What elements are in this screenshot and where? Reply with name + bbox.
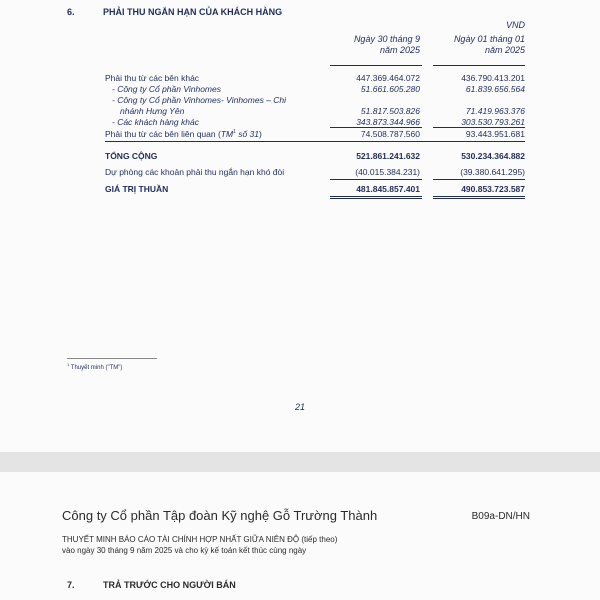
page-number: 21 (295, 402, 306, 412)
header-underline-col1 (330, 65, 422, 66)
section-title: PHẢI THU NGẮN HẠN CỦA KHÁCH HÀNG (103, 7, 283, 17)
column-header-sep-2025: Ngày 30 tháng 9 năm 2025 (353, 34, 420, 55)
header-underline-col2 (433, 65, 525, 66)
document-page-2 (0, 472, 600, 600)
table-row: - Công ty Cổ phần Vinhomes 51.661.605.280 61.839.656.564 (112, 84, 525, 94)
double-underline-col1 (330, 196, 422, 199)
section-number: 6. (67, 7, 75, 17)
section-title: TRẢ TRƯỚC CHO NGƯỜI BÁN (103, 580, 236, 590)
double-underline-col2 (433, 196, 525, 199)
page-gap (0, 452, 600, 472)
footnote: $^1$ Thuyết minh ("TM") (67, 362, 123, 371)
total-topline (105, 141, 525, 142)
section-number: 7. (67, 580, 75, 590)
currency-unit: VND (505, 20, 525, 30)
table-row: Dự phòng các khoản phải thu ngắn hạn khó đòi (40.015.384.231) (39.380.641.295) (105, 167, 525, 177)
table-row: Phải thu từ các bên liên quan ($TM^1$ số 31) 74.508.787.560 93.443.951.681 (105, 129, 525, 139)
table-row-total: TỔNG CỘNG 521.861.241.632 530.234.364.882 (105, 151, 525, 161)
table-row: - Công ty Cổ phần Vinhomes- Vinhomes – Chi (112, 95, 287, 105)
company-name: Công ty Cổ phần Tập đoàn Kỹ nghệ Gỗ Trường Thành (62, 508, 378, 523)
column-header-jan-2025: Ngày 01 tháng 01 năm 2025 (453, 34, 525, 55)
table-row: nhánh Hưng Yên 51.817.503.826 71.419.963.376 (120, 106, 525, 116)
form-code: B09a-DN/HN (471, 511, 530, 522)
footnote-separator (67, 358, 157, 359)
report-subtitle: THUYẾT MINH BÁO CÁO TÀI CHÍNH HỢP NHẤT GIỮA NIÊN ĐỘ (tiếp theo) vào ngày 30 tháng 9 năm 2025 và cho kỳ kế toán kết thúc cùng ngày (62, 535, 338, 555)
table-row: - Các khách hàng khác 343.873.344.966 303.530.793.261 (112, 117, 525, 127)
subtotal-line-col1 (330, 127, 422, 128)
net-topline-col1 (330, 179, 422, 180)
table-row-net: GIÁ TRỊ THUẦN 481.845.857.401 490.853.723.587 (105, 184, 525, 194)
table-row: Phải thu từ các bên khác 447.369.464.072 436.790.413.201 (105, 73, 525, 83)
subtotal-line-col2 (433, 127, 525, 128)
net-topline-col2 (433, 179, 525, 180)
